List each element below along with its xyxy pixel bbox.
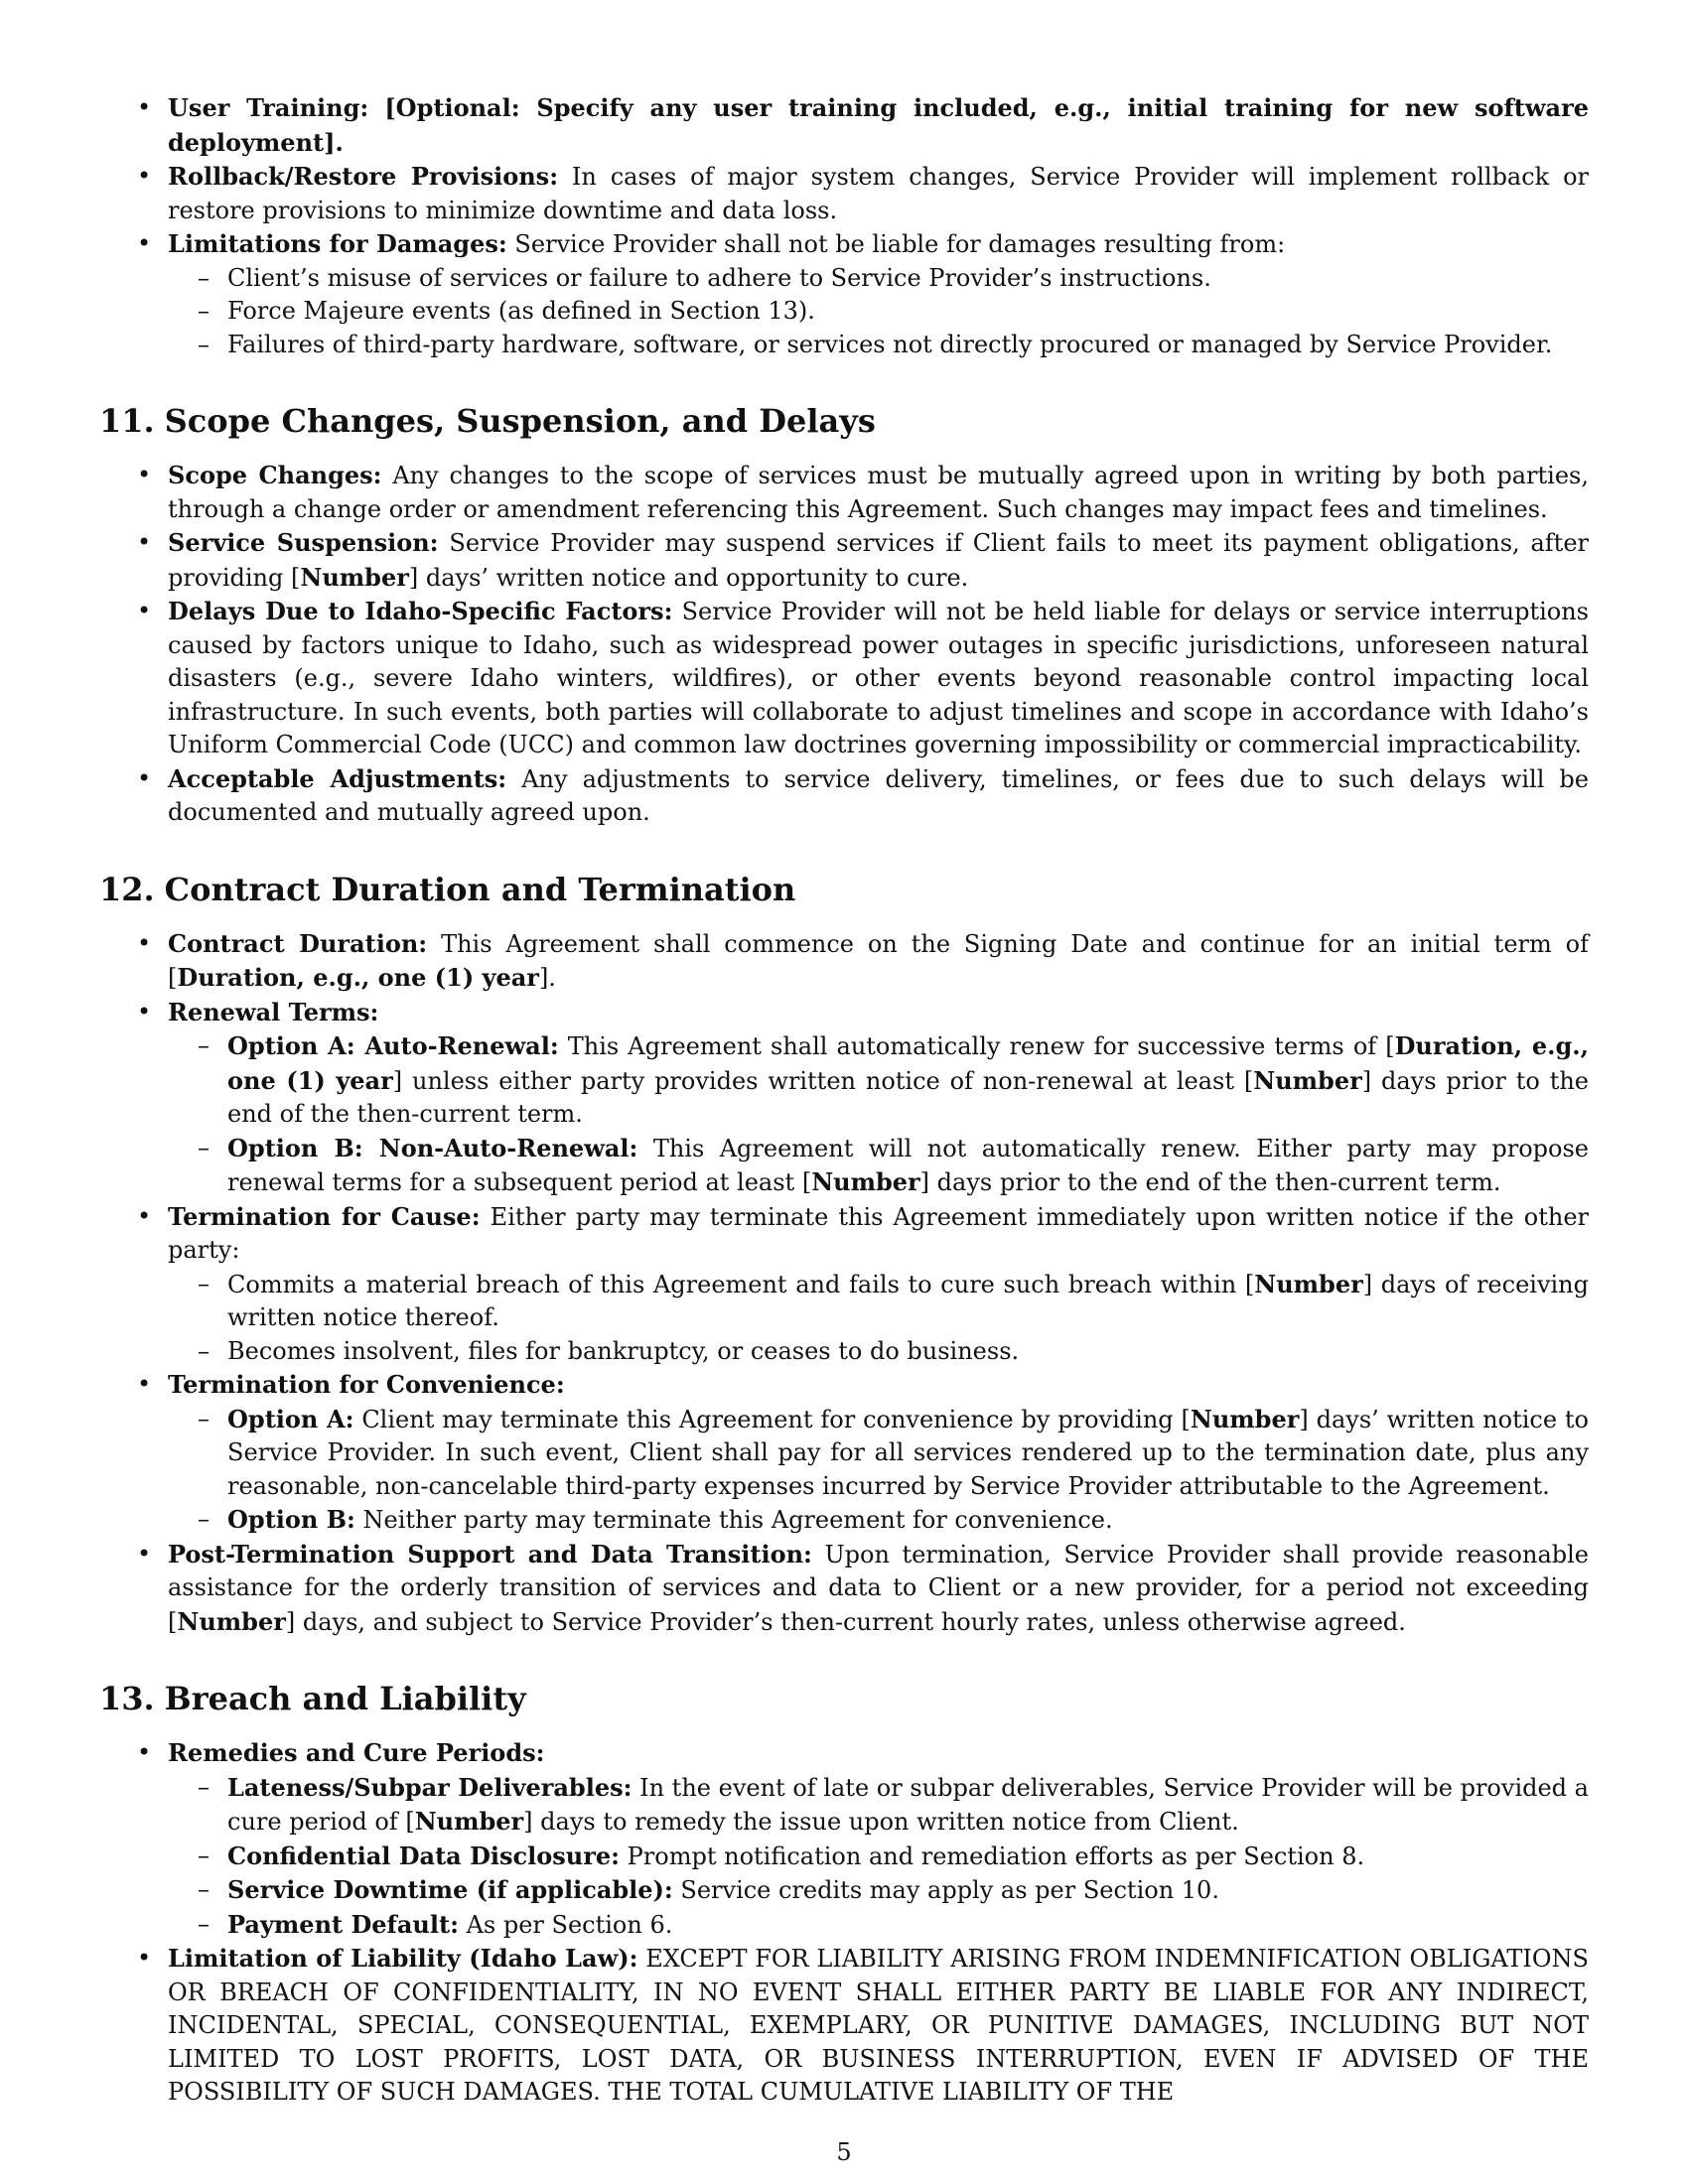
list-item bbox=[99, 762, 1589, 830]
option-label: Option A: bbox=[227, 1404, 354, 1433]
placeholder: Duration, e.g., one (1) year bbox=[177, 963, 539, 992]
list-item bbox=[99, 996, 1589, 1200]
item-text: In the event of late or subpar deliverables, Service Provider will be provided a cure period of [ bbox=[227, 1773, 1589, 1836]
item-text: Any adjustments to service delivery, timelines, or fees due to such delays will be documented and mutually agreed upon. bbox=[168, 764, 1590, 826]
item-label: Limitation of Liability (Idaho Law): bbox=[168, 1944, 638, 1973]
section-11-list bbox=[99, 459, 1589, 830]
sub-list bbox=[168, 1268, 1589, 1369]
item-text: This Agreement shall automatically renew for successive terms of [ bbox=[567, 1032, 1395, 1060]
item-text: ] days to remedy the issue upon written notice from Client. bbox=[523, 1808, 1239, 1836]
item-label: Service Suspension: bbox=[168, 528, 439, 557]
section-heading-11 bbox=[99, 401, 1589, 441]
option-label: Service Downtime (if applicable): bbox=[227, 1875, 673, 1904]
list-item bbox=[99, 1200, 1589, 1369]
section-title: Contract Duration and Termination bbox=[164, 870, 796, 908]
sub-list-item bbox=[168, 1132, 1589, 1200]
item-text: Upon termination, Service Provider shall provide reasonable assistance for the orderly transition of services and data to Client or a new provider, for a period not exceeding [ bbox=[168, 1540, 1589, 1636]
sub-list-item bbox=[168, 1840, 1589, 1874]
list-item bbox=[99, 1736, 1589, 1942]
item-label: Scope Changes: bbox=[168, 461, 382, 489]
item-text: This Agreement shall commence on the Signing Date and continue for an initial term of [ bbox=[168, 929, 1589, 992]
sub-list-item bbox=[168, 1403, 1589, 1504]
item-text: Service credits may apply as per Section 10. bbox=[680, 1876, 1219, 1904]
sub-list bbox=[168, 1029, 1589, 1200]
item-text: This Agreement will not automatically renew. Either party may propose renewal terms for a subsequent period at least [ bbox=[227, 1134, 1589, 1196]
item-label: Remedies and Cure Periods: bbox=[168, 1738, 545, 1767]
sub-list bbox=[168, 1771, 1589, 1943]
sub-list-item bbox=[168, 1771, 1589, 1840]
section-title: Breach and Liability bbox=[164, 1680, 526, 1717]
section-12-list bbox=[99, 927, 1589, 1640]
placeholder: Number bbox=[1190, 1404, 1300, 1433]
option-label: Option A: Auto-Renewal: bbox=[227, 1031, 559, 1060]
list-item bbox=[99, 160, 1589, 227]
section-number: 11. bbox=[99, 402, 155, 440]
item-text: [Optional: Specify any user training included, e.g., initial training for new software deployment]. bbox=[168, 93, 1589, 157]
item-text: ] days of receiving written notice thereof. bbox=[227, 1270, 1590, 1331]
list-item bbox=[99, 91, 1589, 160]
item-label: Contract Duration: bbox=[168, 928, 428, 958]
item-text: EXCEPT FOR LIABILITY ARISING FROM INDEMNIFICATION OBLIGATIONS OR BREACH OF CONFIDENTIALITY, IN NO EVENT SHALL EITHER PARTY BE LIABLE FOR ANY INDIRECT, INCIDENTAL, SPECIAL, CONSEQUENTIAL, EXEMPLARY, OR PUNITIVE DAMAGES, INCLUDING BUT NOT LIMITED TO LOST PROFITS, LOST DATA, OR BUSINESS INTERRUPTION, EVEN IF ADVISED OF THE POSSIBILITY OF SUCH DAMAGES. THE TOTAL CUMULATIVE LIABILITY OF THE bbox=[168, 1945, 1590, 2106]
item-text: Commits a material breach of this Agreement and fails to cure such breach within [ bbox=[227, 1270, 1255, 1298]
item-text: Neither party may terminate this Agreement for convenience. bbox=[362, 1506, 1113, 1534]
placeholder: Number bbox=[177, 1606, 286, 1636]
sub-list-item bbox=[168, 1908, 1589, 1943]
item-label: Acceptable Adjustments: bbox=[168, 763, 507, 793]
item-text: Service Provider will not be held liable for delays or service interruptions caused by factors unique to Idaho, such as widespread power outages in specific jurisdictions, unforeseen natural disasters (e.g., severe Idaho winters, wildfires), or other events beyond reasonable control impacting local infrastructure. In such events, both parties will collaborate to adjust timelines and scope in accordance with Idaho’s Uniform Commercial Code (UCC) and common law doctrines governing impossibility or commercial impracticability. bbox=[168, 598, 1590, 758]
sub-list bbox=[168, 1403, 1589, 1538]
placeholder: Number bbox=[1254, 1269, 1363, 1298]
list-item bbox=[99, 595, 1589, 762]
sub-list-item: – Force Majeure events (as defined in Section 13). bbox=[168, 295, 1589, 329]
list-item bbox=[99, 1538, 1589, 1640]
item-text: ] days, and subject to Service Provider’s then-current hourly rates, unless otherwise agreed. bbox=[285, 1607, 1406, 1636]
item-text: Any changes to the scope of services must be mutually agreed upon in writing by both parties, through a change order or amendment referencing this Agreement. Such changes may impact fees and timelines. bbox=[168, 462, 1590, 523]
item-label: Renewal Terms: bbox=[168, 997, 379, 1026]
option-label: Payment Default: bbox=[227, 1909, 459, 1939]
item-text: Client may terminate this Agreement for convenience by providing [ bbox=[361, 1405, 1191, 1433]
top-bullet-list bbox=[99, 91, 1589, 361]
section-heading-13 bbox=[99, 1679, 1589, 1718]
sub-list-item: – Client’s misuse of services or failure to adhere to Service Provider’s instructions. bbox=[168, 262, 1589, 296]
list-item bbox=[99, 227, 1589, 361]
list-item bbox=[99, 927, 1589, 996]
item-text: ] days prior to the end of the then-current term. bbox=[919, 1168, 1501, 1196]
sub-list-item bbox=[168, 1029, 1589, 1132]
placeholder: Number bbox=[1253, 1065, 1362, 1095]
sub-list-item bbox=[168, 1268, 1589, 1335]
item-text: Service Provider shall not be liable for damages resulting from: bbox=[514, 230, 1286, 258]
item-text: ] days’ written notice and opportunity to cure. bbox=[408, 563, 969, 592]
item-label: Delays Due to Idaho-Specific Factors: bbox=[168, 597, 673, 625]
option-label: Option B: bbox=[227, 1505, 355, 1534]
option-label: Option B: Non-Auto-Renewal: bbox=[227, 1133, 638, 1162]
item-text: ] days’ written notice to Service Provider. In such event, Client shall pay for all services rendered up to the termination date, plus any reasonable, non-cancelable third-party expenses incurred by Service Provider attributable to the Agreement. bbox=[227, 1405, 1589, 1500]
item-label: Termination for Convenience: bbox=[168, 1370, 565, 1399]
sub-list-item bbox=[168, 1503, 1589, 1538]
item-text: Prompt notification and remediation efforts as per Section 8. bbox=[627, 1842, 1365, 1870]
item-label: Post-Termination Support and Data Transition: bbox=[168, 1539, 812, 1569]
section-heading-12 bbox=[99, 870, 1589, 909]
item-text: As per Section 6. bbox=[466, 1910, 673, 1939]
item-text: ] days prior to the end of the then-current term. bbox=[227, 1066, 1590, 1128]
item-text: Service Provider may suspend services if Client fails to meet its payment obligations, after providing [ bbox=[168, 529, 1590, 592]
item-label: Rollback/Restore Provisions: bbox=[168, 162, 559, 191]
section-number: 12. bbox=[99, 870, 155, 908]
placeholder: Number bbox=[414, 1807, 524, 1836]
list-item bbox=[99, 526, 1589, 595]
section-13-list bbox=[99, 1736, 1589, 2110]
item-label: User Training: bbox=[168, 93, 369, 122]
item-text: ] unless either party provides written notice of non-renewal at least [ bbox=[392, 1066, 1254, 1095]
item-text: Either party may terminate this Agreement immediately upon written notice if the other party: bbox=[168, 1202, 1590, 1264]
placeholder: Duration, e.g., one (1) year bbox=[227, 1031, 1589, 1095]
item-label: Limitations for Damages: bbox=[168, 229, 507, 258]
section-title: Scope Changes, Suspension, and Delays bbox=[164, 402, 876, 440]
placeholder: Number bbox=[811, 1167, 920, 1196]
sub-list-item bbox=[168, 1873, 1589, 1908]
sub-list-item: – Failures of third-party hardware, software, or services not directly procured or managed by Service Provider. bbox=[168, 329, 1589, 362]
page-number: 5 bbox=[836, 2138, 852, 2166]
placeholder: Number bbox=[300, 562, 409, 592]
option-label: Confidential Data Disclosure: bbox=[227, 1841, 621, 1870]
list-item bbox=[99, 1368, 1589, 1538]
section-number: 13. bbox=[99, 1680, 155, 1717]
sub-list bbox=[168, 262, 1589, 362]
list-item bbox=[99, 1942, 1589, 2110]
item-text: ]. bbox=[538, 964, 556, 992]
list-item bbox=[99, 459, 1589, 526]
item-text: In cases of major system changes, Service Provider will implement rollback or restore provisions to minimize downtime and data loss. bbox=[168, 163, 1589, 224]
item-label: Termination for Cause: bbox=[168, 1201, 481, 1231]
sub-list-item: – Becomes insolvent, files for bankruptcy, or ceases to do business. bbox=[168, 1335, 1589, 1369]
option-label: Lateness/Subpar Deliverables: bbox=[227, 1772, 633, 1802]
document-page bbox=[99, 91, 1589, 2110]
